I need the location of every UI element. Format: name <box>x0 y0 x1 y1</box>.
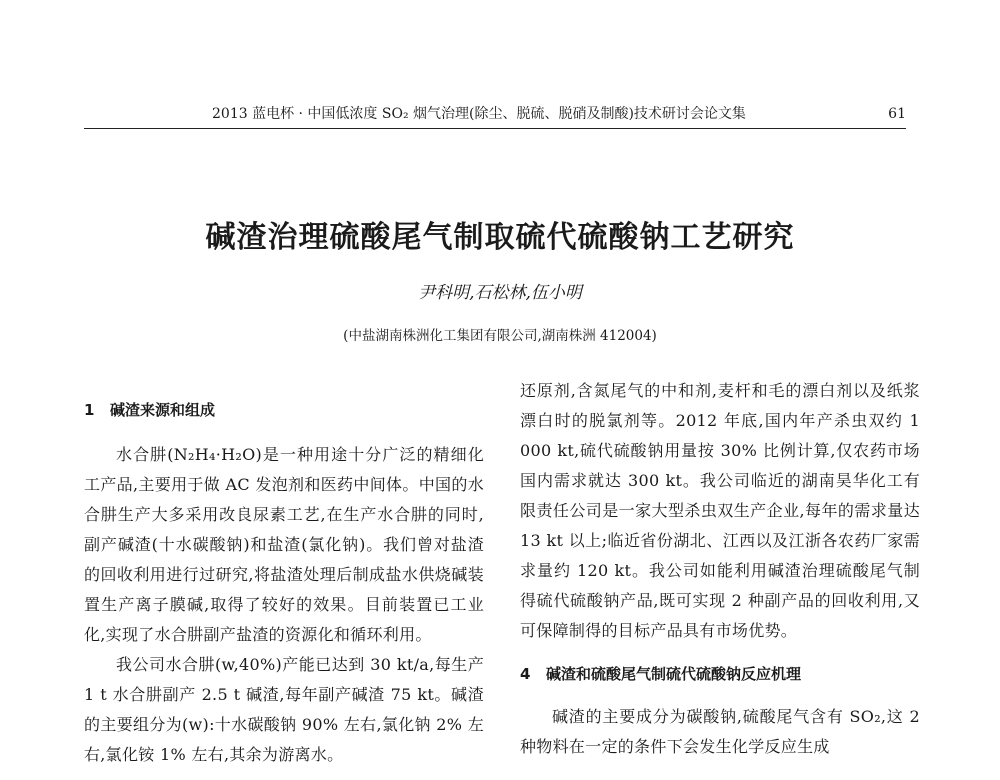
page-number: 61 <box>888 106 906 122</box>
section-4-heading <box>520 664 920 684</box>
section-1-heading <box>84 400 484 420</box>
left-paragraph-2: 我公司水合肼(w,40%)产能已达到 30 kt/a,每生产 1 t 水合肼副产 2.5 t 碱渣,每年副产碱渣 75 kt。碱渣的主要组分为(w):十水碳酸钠 90% 左右,氯化钠 2% 左右,氯化铵 1% 左右,其余为游离水。 <box>84 655 484 764</box>
article-affiliation: (中盐湖南株洲化工集团有限公司,湖南株洲 412004) <box>343 328 657 344</box>
left-column <box>84 400 484 770</box>
right-column <box>520 376 920 762</box>
section-4-title: 碱渣和硫酸尾气制硫代硫酸钠反应机理 <box>546 665 802 683</box>
left-paragraph-1: 水合肼(N₂H₄·H₂O)是一种用途十分广泛的精细化工产品,主要用于做 AC 发泡剂和医药中间体。中国的水合肼生产大多采用改良尿素工艺,在生产水合肼的同时,副产碱渣(十水碳酸钠)和盐渣(氯化钠)。我们曾对盐渣的回收利用进行过研究,将盐渣处理后制成盐水供烧碱装置生产离子膜碱,取得了较好的效果。目前装置已工业化,实现了水合肼副产盐渣的资源化和循环利用。 <box>84 445 484 644</box>
section-1-number: 1 <box>84 401 95 419</box>
article-authors: 尹科明,石松林,伍小明 <box>418 283 582 303</box>
article-title: 碱渣治理硫酸尾气制取硫代硫酸钠工艺研究 <box>205 220 795 255</box>
running-header <box>84 104 906 128</box>
right-paragraph-1: 还原剂,含氮尾气的中和剂,麦杆和毛的漂白剂以及纸浆漂白时的脱氯剂等。2012 年底,国内年产杀虫双约 1 000 kt,硫代硫酸钠用量按 30% 比例计算,仅农药市场国内需求就达 300 kt。我公司临近的湖南昊华化工有限责任公司是一家大型杀虫双生产企业,每年的需求量达 13 kt 以上;临近省份湖北、江西以及江浙各农药厂家需求量约 120 kt。我公司如能利用碱渣治理硫酸尾气制得硫代硫酸钠产品,既可实现 2 种副产品的回收利用,又可保障制得的目标产品具有市场优势。 <box>520 381 920 640</box>
section-1-title: 碱渣来源和组成 <box>110 401 216 419</box>
right-paragraph-2: 碱渣的主要成分为碳酸钠,硫酸尾气含有 SO₂,这 2 种物料在一定的条件下会发生化学反应生成 <box>520 707 920 756</box>
header-rule <box>84 128 906 129</box>
section-4-number: 4 <box>520 665 531 683</box>
running-header-title: 2013 蓝电杯 · 中国低浓度 SO₂ 烟气治理(除尘、脱硫、脱硝及制酸)技术研讨会论文集 <box>212 106 746 122</box>
